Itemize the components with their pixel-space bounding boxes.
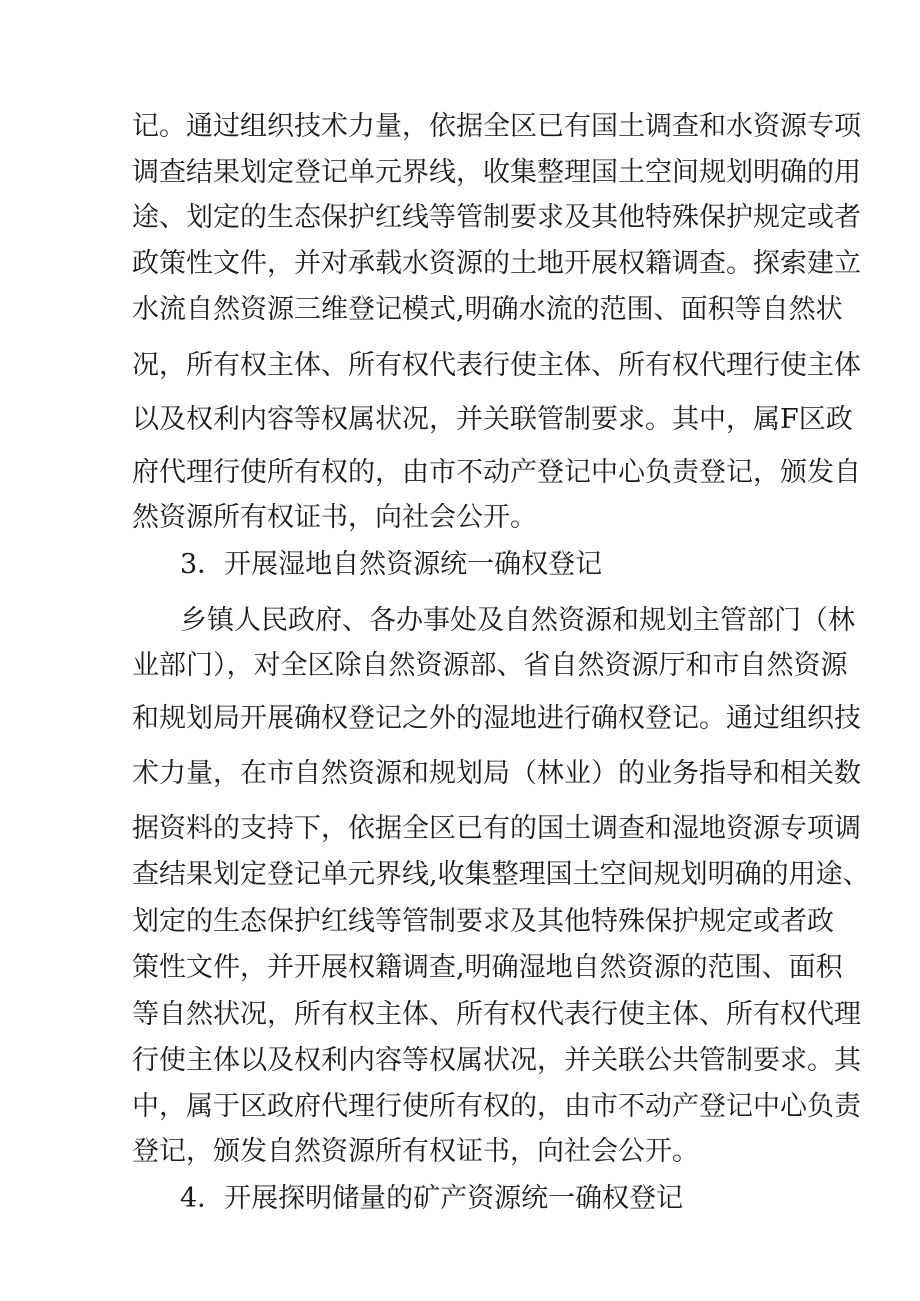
paragraph-line: 府代理行使所有权的，由市不动产登记中心负责登记，颁发自 (132, 457, 861, 488)
paragraph-line: 记。通过组织技术力量，依据全区已有国土调查和水资源专项 (132, 111, 861, 142)
paragraph-line: 水流自然资源三维登记模式,明确水流的范围、面积等自然状 (132, 294, 843, 325)
paragraph-line: 调查结果划定登记单元界线，收集整理国土空间规划明确的用 (132, 157, 861, 188)
paragraph-line: 途、划定的生态保护红线等管制要求及其他特殊保护规定或者 (132, 202, 861, 233)
paragraph-line: 策性文件，并开展权籍调查,明确湿地自然资源的范围、面积 (132, 952, 843, 983)
paragraph-line: 中，属于区政府代理行使所有权的，由市不动产登记中心负责 (132, 1091, 861, 1122)
paragraph-line: 以及权利内容等权属状况，并关联管制要求。其中，属F区政 (132, 404, 853, 435)
paragraph-line: 等自然状况，所有权主体、所有权代表行使主体、所有权代理 (132, 999, 861, 1030)
paragraph-line: 据资料的支持下，依据全区已有的国土调查和湿地资源专项调 (132, 813, 861, 844)
paragraph-line: 乡镇人民政府、各办事处及自然资源和规划主管部门（林 (180, 605, 855, 636)
paragraph-line: 然资源所有权证书，向社会公开。 (132, 502, 537, 533)
paragraph-line: 登记，颁发自然资源所有权证书，向社会公开。 (132, 1136, 699, 1167)
section-heading-4: 4．开展探明储量的矿产资源统一确权登记 (180, 1183, 684, 1214)
paragraph-line: 政策性文件，并对承载水资源的土地开展权籍调查。探索建立 (132, 248, 861, 279)
paragraph-line: 和规划局开展确权登记之外的湿地进行确权登记。通过组织技 (132, 703, 861, 734)
paragraph-line: 术力量，在市自然资源和规划局（林业）的业务指导和相关数 (132, 758, 861, 789)
paragraph-line: 行使主体以及权利内容等权属状况，并关联公共管制要求。其 (132, 1045, 861, 1076)
paragraph-line: 查结果划定登记单元界线,收集整理国土空间规划明确的用途、 (132, 859, 870, 890)
paragraph-line: 业部门），对全区除自然资源部、省自然资源厅和市自然资源 (132, 650, 848, 681)
section-heading-3: 3．开展湿地自然资源统一确权登记 (180, 549, 603, 580)
paragraph-line: 划定的生态保护红线等管制要求及其他特殊保护规定或者政 (132, 906, 834, 937)
paragraph-line: 况，所有权主体、所有权代表行使主体、所有权代理行使主体 (132, 350, 861, 381)
